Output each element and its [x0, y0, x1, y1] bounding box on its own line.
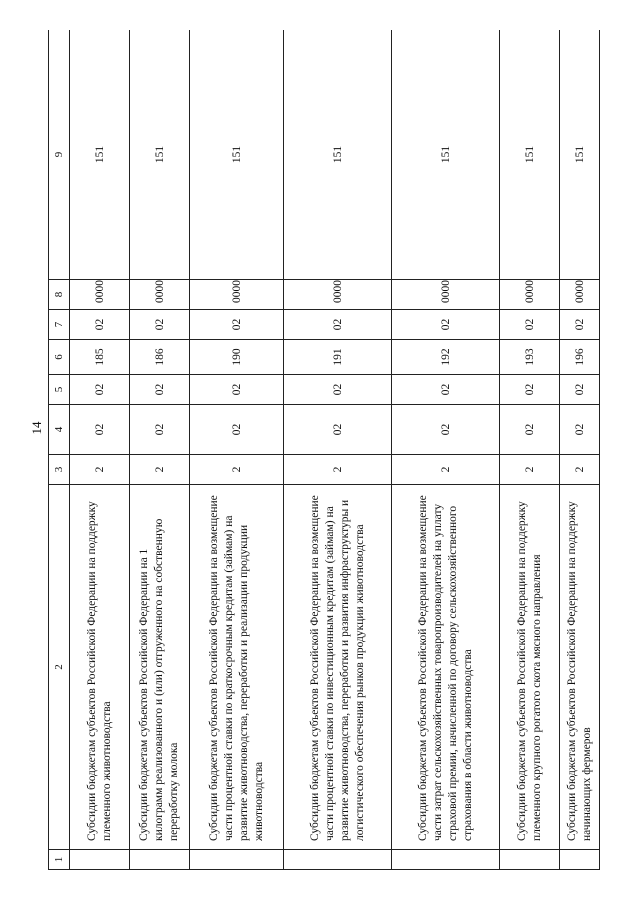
cell-col3: 2 — [190, 455, 284, 485]
cell-col3: 2 — [392, 455, 500, 485]
cell-col3: 2 — [130, 455, 190, 485]
table-row — [190, 30, 284, 870]
cell-description: Субсидии бюджетам субъектов Российской Федерации на возмещение части процентной ставки по инвестиционным кредитам (займам) на развитие животноводства, переработки и развития инфраструктуры и логистического обеспечения рынков продукции животноводства — [284, 485, 392, 850]
cell-col8: 0000 — [392, 280, 500, 310]
cell-description: Субсидии бюджетам субъектов Российской Федерации на поддержку начинающих фермеров — [560, 485, 600, 850]
cell-col7: 02 — [190, 310, 284, 340]
cell-description: Субсидии бюджетам субъектов Российской Федерации на возмещение части затрат сельскохозяйственных товаропроизводителей на уплату страховой премии, начисленной по договору сельскохозяйственного страхования в области животноводства — [392, 485, 500, 850]
rotated-page — [48, 30, 613, 870]
table-row — [70, 30, 130, 870]
cell-col1 — [130, 850, 190, 870]
cell-col5: 02 — [284, 375, 392, 405]
cell-col9: 151 — [70, 30, 130, 280]
cell-col7: 02 — [284, 310, 392, 340]
cell-col7: 02 — [560, 310, 600, 340]
table-row — [560, 30, 600, 870]
cell-col8: 0000 — [130, 280, 190, 310]
cell-col1 — [70, 850, 130, 870]
cell-col1 — [284, 850, 392, 870]
cell-col5: 02 — [560, 375, 600, 405]
cell-col7: 02 — [130, 310, 190, 340]
cell-col4: 02 — [500, 405, 560, 455]
cell-col6: 190 — [190, 340, 284, 375]
column-header-7: 7 — [49, 310, 70, 340]
cell-col8: 0000 — [70, 280, 130, 310]
cell-col9: 151 — [130, 30, 190, 280]
cell-col9: 151 — [284, 30, 392, 280]
cell-col5: 02 — [70, 375, 130, 405]
table-row — [284, 30, 392, 870]
table-row — [392, 30, 500, 870]
cell-col5: 02 — [190, 375, 284, 405]
cell-description: Субсидии бюджетам субъектов Российской Федерации на поддержку племенного животноводства — [70, 485, 130, 850]
cell-col9: 151 — [392, 30, 500, 280]
cell-col8: 0000 — [560, 280, 600, 310]
cell-col9: 151 — [190, 30, 284, 280]
cell-col5: 02 — [392, 375, 500, 405]
cell-col9: 151 — [560, 30, 600, 280]
cell-description: Субсидии бюджетам субъектов Российской Федерации на возмещение части процентной ставки по краткосрочным кредитам (займам) на развитие животноводства, переработки и реализации продукции животноводства — [190, 485, 284, 850]
cell-col4: 02 — [284, 405, 392, 455]
cell-col1 — [560, 850, 600, 870]
cell-col8: 0000 — [284, 280, 392, 310]
cell-col6: 196 — [560, 340, 600, 375]
cell-col7: 02 — [500, 310, 560, 340]
cell-col4: 02 — [392, 405, 500, 455]
page-number: 14 — [29, 421, 44, 435]
cell-col6: 186 — [130, 340, 190, 375]
column-header-9: 9 — [49, 30, 70, 280]
column-header-1: 1 — [49, 850, 70, 870]
cell-col4: 02 — [190, 405, 284, 455]
cell-col8: 0000 — [190, 280, 284, 310]
table-row — [500, 30, 560, 870]
cell-col1 — [500, 850, 560, 870]
cell-col3: 2 — [70, 455, 130, 485]
budget-classification-table — [48, 30, 600, 870]
cell-col7: 02 — [392, 310, 500, 340]
cell-col6: 185 — [70, 340, 130, 375]
cell-col9: 151 — [500, 30, 560, 280]
cell-col3: 2 — [500, 455, 560, 485]
cell-col3: 2 — [284, 455, 392, 485]
cell-col8: 0000 — [500, 280, 560, 310]
cell-col1 — [190, 850, 284, 870]
cell-col6: 192 — [392, 340, 500, 375]
column-header-5: 5 — [49, 375, 70, 405]
cell-col6: 193 — [500, 340, 560, 375]
cell-col6: 191 — [284, 340, 392, 375]
cell-description: Субсидии бюджетам субъектов Российской Федерации на 1 килограмм реализованного и (или) отгруженного на собственную переработку молока — [130, 485, 190, 850]
cell-col3: 2 — [560, 455, 600, 485]
cell-col5: 02 — [130, 375, 190, 405]
document-table-container — [48, 30, 613, 870]
header-row — [49, 30, 70, 870]
cell-col7: 02 — [70, 310, 130, 340]
column-header-6: 6 — [49, 340, 70, 375]
column-header-8: 8 — [49, 280, 70, 310]
cell-col4: 02 — [130, 405, 190, 455]
cell-col4: 02 — [560, 405, 600, 455]
column-header-4: 4 — [49, 405, 70, 455]
column-header-2: 2 — [49, 485, 70, 850]
column-header-3: 3 — [49, 455, 70, 485]
cell-col5: 02 — [500, 375, 560, 405]
cell-description: Субсидии бюджетам субъектов Российской Федерации на поддержку племенного крупного рогатого скота мясного направления — [500, 485, 560, 850]
table-row — [130, 30, 190, 870]
cell-col4: 02 — [70, 405, 130, 455]
cell-col1 — [392, 850, 500, 870]
